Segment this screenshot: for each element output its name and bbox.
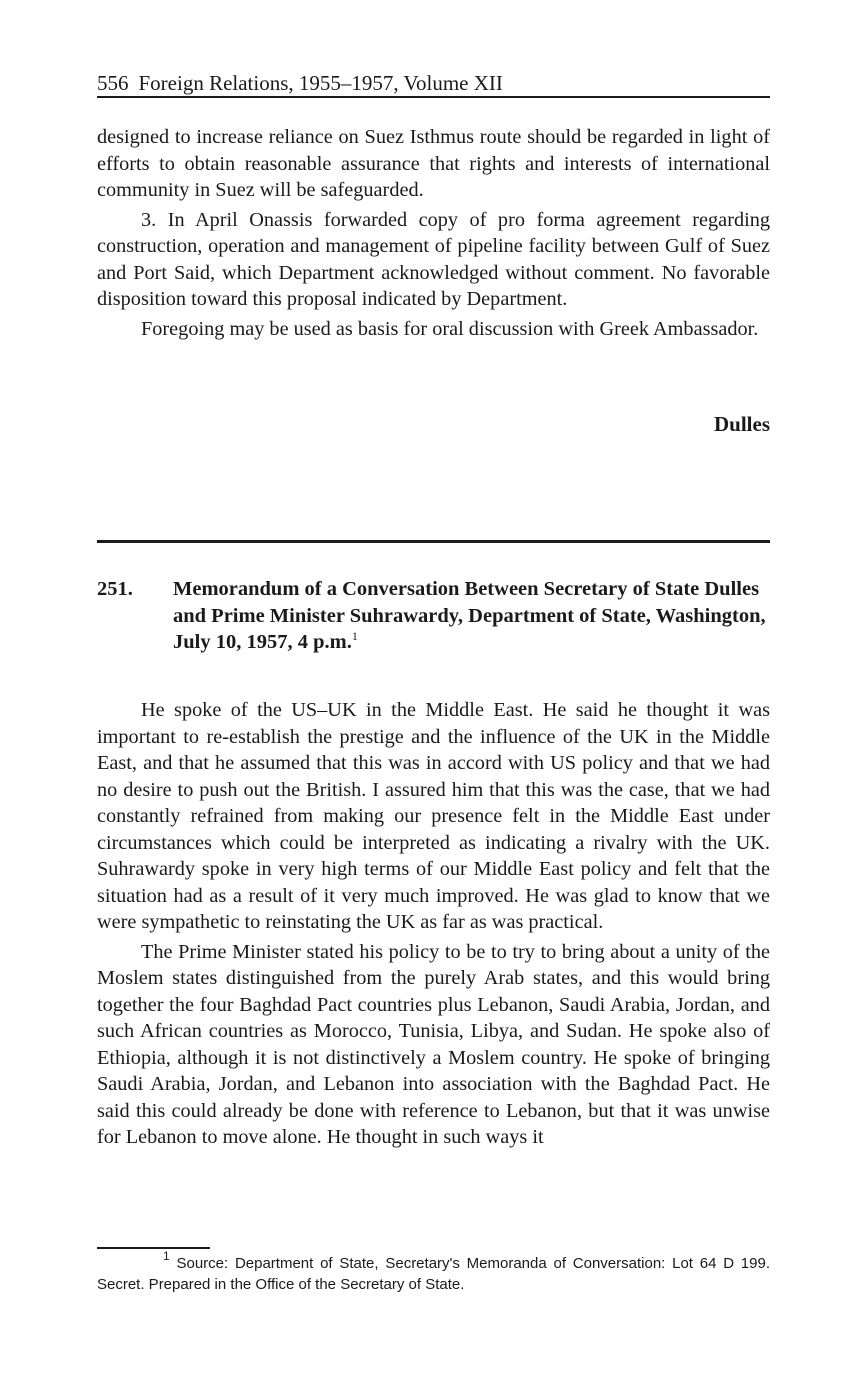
document-title-block xyxy=(173,576,773,656)
paragraph-moslem-states: The Prime Minister stated his policy to be to try to bring about a unity of the Moslem states distinguished from the purely Arab states, and this would bring together the four Baghdad Pact countries plus Lebanon, Saudi Arabia, Jordan, and such African countries as Morocco, Tunisia, Libya, and Sudan. He spoke also of Ethiopia, although it is not distinctively a Moslem country. He spoke of bringing Saudi Arabia, Jordan, and Lebanon into association with the Baghdad Pact. He said this could already be done with reference to Lebanon, but that it was unwise for Lebanon to move alone. He thought in such ways it xyxy=(97,940,770,1148)
footnote-reference[interactable]: 1 xyxy=(351,629,358,643)
footnote-rule xyxy=(97,1247,210,1249)
footnote-marker: 1 xyxy=(163,1249,170,1263)
document-title: Memorandum of a Conversation Between Secretary of State Dulles and Prime Minister Suhrawardy, Department of State, Washington, July 10, 1957, 4 p.m. xyxy=(173,578,766,653)
paragraph-us-uk: He spoke of the US–UK in the Middle East. He said he thought it was important to re-establish the prestige and the influence of the UK in the Middle East, and that he assumed that this was in accord with US policy and that we had no desire to push out the British. I assured him that this was the case, that we had constantly refrained from making our presence felt in the Middle East under circumstances which could be interpreted as indicating a rivalry with the UK. Suhrawardy spoke in very high terms of our Middle East policy and felt that the situation had as a result of it very much improved. He was glad to know that we were sympathetic to reinstating the UK as far as was practical. xyxy=(97,699,770,933)
paragraph-point-3: 3. In April Onassis forwarded copy of pro forma agreement regarding construction, operation and management of pipeline facility between Gulf of Suez and Port Said, which Department acknowledged without comment. No favorable disposition toward this proposal indicated by Department. xyxy=(97,208,770,310)
header-rule xyxy=(97,96,770,98)
memorandum-text xyxy=(97,697,770,1151)
section-divider xyxy=(97,540,770,543)
preceding-document-text xyxy=(97,124,770,342)
paragraph-closing: Foregoing may be used as basis for oral discussion with Greek Ambassador. xyxy=(141,317,759,340)
document-number: 251. xyxy=(97,578,133,600)
paragraph-continuation: designed to increase reliance on Suez Isthmus route should be regarded in light of efforts to obtain reasonable assurance that rights and interests of international community in Suez will be safeguarded. xyxy=(97,126,770,201)
signature: Dulles xyxy=(713,412,770,436)
page-number: 556 xyxy=(97,71,129,95)
running-header xyxy=(97,70,770,96)
footnote xyxy=(97,1249,770,1295)
footnote-text: Source: Department of State, Secretary's Memoranda of Conversation: Lot 64 D 199. Secret. Prepared in the Office of the Secretary of State. xyxy=(97,1255,770,1293)
volume-title: Foreign Relations, 1955–1957, Volume XII xyxy=(138,71,503,95)
document-heading xyxy=(97,576,770,656)
